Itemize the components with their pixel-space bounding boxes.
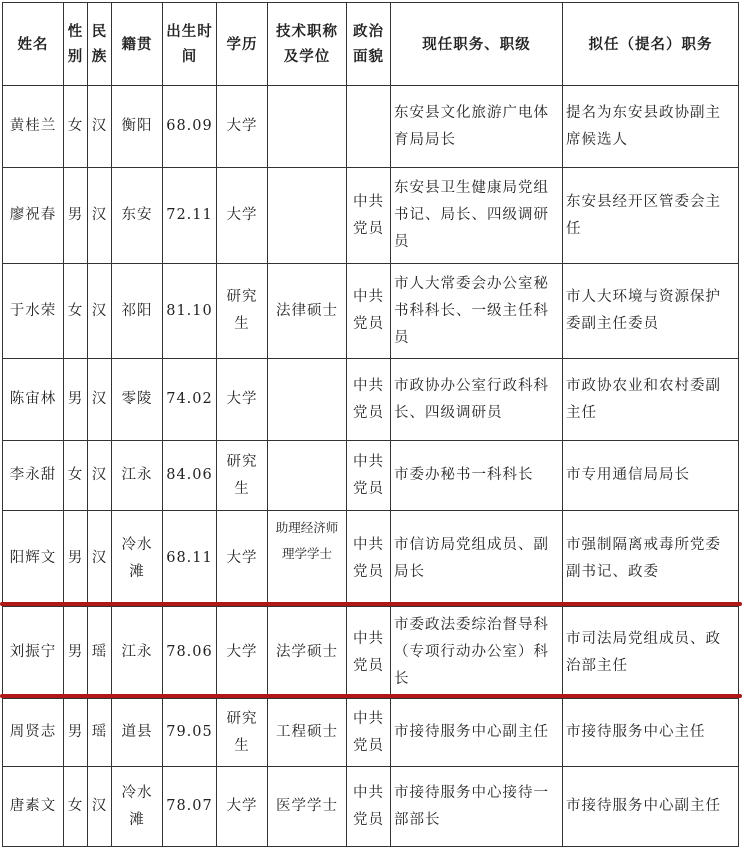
cell-hometown: 祁阳 (112, 264, 163, 359)
cell-ethnicity: 瑶 (88, 699, 112, 767)
cell-ethnicity: 汉 (88, 264, 112, 359)
cell-political: 中共党员 (347, 359, 391, 441)
cell-education: 大学 (217, 767, 268, 847)
cell-name: 阳辉文 (3, 511, 64, 607)
header-education: 学历 (217, 3, 268, 86)
cell-political (347, 86, 391, 168)
header-gender: 性别 (64, 3, 88, 86)
cell-current-post: 市信访局党组成员、副局长 (391, 511, 563, 607)
cell-gender: 男 (64, 359, 88, 441)
cell-ethnicity: 瑶 (88, 607, 112, 699)
cell-hometown: 衡阳 (112, 86, 163, 168)
cell-proposed-post: 市接待服务中心主任 (563, 699, 739, 767)
header-birth: 出生时间 (163, 3, 217, 86)
cell-hometown: 冷水滩 (112, 767, 163, 847)
cell-proposed-post: 市专用通信局局长 (563, 441, 739, 511)
cadre-table-wrapper (2, 2, 738, 847)
table-row (3, 264, 739, 359)
cell-current-post: 市人大常委会办公室秘书科科长、一级主任科员 (391, 264, 563, 359)
table-row (3, 767, 739, 847)
cell-current-post: 东安县文化旅游广电体育局局长 (391, 86, 563, 168)
cell-education: 大学 (217, 607, 268, 699)
table-row (3, 441, 739, 511)
header-row (3, 3, 739, 86)
cell-education: 大学 (217, 168, 268, 264)
cell-hometown: 江永 (112, 607, 163, 699)
cell-proposed-post: 市人大环境与资源保护委副主任委员 (563, 264, 739, 359)
cell-title-degree: 法学硕士 (268, 607, 347, 699)
cell-political: 中共党员 (347, 168, 391, 264)
cell-name: 于水荣 (3, 264, 64, 359)
cell-current-post: 市委政法委综治督导科（专项行动办公室）科长 (391, 607, 563, 699)
table-row (3, 699, 739, 767)
highlight-line-top (0, 602, 742, 606)
table-row (3, 86, 739, 168)
cell-hometown: 道县 (112, 699, 163, 767)
table-row (3, 511, 739, 607)
cell-ethnicity: 汉 (88, 511, 112, 607)
cell-hometown: 冷水滩 (112, 511, 163, 607)
cell-ethnicity: 汉 (88, 168, 112, 264)
cell-hometown: 东安 (112, 168, 163, 264)
cell-title-degree: 医学学士 (268, 767, 347, 847)
cell-name: 廖祝春 (3, 168, 64, 264)
cell-education: 研究生 (217, 441, 268, 511)
cell-political: 中共党员 (347, 511, 391, 607)
cell-proposed-post: 市政协农业和农村委副主任 (563, 359, 739, 441)
cell-birth: 74.02 (163, 359, 217, 441)
cell-title-degree (268, 441, 347, 511)
cell-ethnicity: 汉 (88, 441, 112, 511)
cell-education: 大学 (217, 359, 268, 441)
cell-education: 大学 (217, 511, 268, 607)
header-name: 姓名 (3, 3, 64, 86)
cell-birth: 68.11 (163, 511, 217, 607)
cell-gender: 女 (64, 767, 88, 847)
cell-education: 研究生 (217, 264, 268, 359)
header-current-post: 现任职务、职级 (391, 3, 563, 86)
header-title-degree: 技术职称及学位 (268, 3, 347, 86)
cell-political: 中共党员 (347, 441, 391, 511)
cell-name: 唐素文 (3, 767, 64, 847)
table-row (3, 359, 739, 441)
cadre-appointment-table (2, 2, 739, 847)
cell-proposed-post: 市接待服务中心副主任 (563, 767, 739, 847)
cell-name: 周贤志 (3, 699, 64, 767)
cell-education: 研究生 (217, 699, 268, 767)
cell-gender: 女 (64, 86, 88, 168)
cell-proposed-post: 提名为东安县政协副主席候选人 (563, 86, 739, 168)
cell-name: 陈宙林 (3, 359, 64, 441)
cell-title-degree (268, 359, 347, 441)
cell-birth: 72.11 (163, 168, 217, 264)
cell-title-degree (268, 86, 347, 168)
cell-proposed-post: 东安县经开区管委会主任 (563, 168, 739, 264)
cell-birth: 68.09 (163, 86, 217, 168)
cell-gender: 男 (64, 511, 88, 607)
header-hometown: 籍贯 (112, 3, 163, 86)
cell-gender: 男 (64, 607, 88, 699)
cell-title-degree: 法律硕士 (268, 264, 347, 359)
cell-birth: 78.07 (163, 767, 217, 847)
cell-political: 中共党员 (347, 264, 391, 359)
cell-political: 中共党员 (347, 767, 391, 847)
cell-gender: 男 (64, 168, 88, 264)
cell-ethnicity: 汉 (88, 767, 112, 847)
cell-proposed-post: 市强制隔离戒毒所党委副书记、政委 (563, 511, 739, 607)
cell-name: 刘振宁 (3, 607, 64, 699)
cell-gender: 女 (64, 264, 88, 359)
cell-birth: 79.05 (163, 699, 217, 767)
cell-gender: 女 (64, 441, 88, 511)
cell-name: 黄桂兰 (3, 86, 64, 168)
cell-gender: 男 (64, 699, 88, 767)
cell-political: 中共党员 (347, 607, 391, 699)
highlight-line-bottom (0, 694, 742, 698)
table-row (3, 168, 739, 264)
header-ethnicity: 民族 (88, 3, 112, 86)
cell-current-post: 市接待服务中心接待一部部长 (391, 767, 563, 847)
cell-hometown: 江永 (112, 441, 163, 511)
cell-hometown: 零陵 (112, 359, 163, 441)
cell-ethnicity: 汉 (88, 359, 112, 441)
cell-current-post: 市接待服务中心副主任 (391, 699, 563, 767)
cell-ethnicity: 汉 (88, 86, 112, 168)
cell-political: 中共党员 (347, 699, 391, 767)
cell-title-degree (268, 168, 347, 264)
cell-title-degree: 工程硕士 (268, 699, 347, 767)
cell-proposed-post: 市司法局党组成员、政治部主任 (563, 607, 739, 699)
header-proposed-post: 拟任（提名）职务 (563, 3, 739, 86)
cell-current-post: 东安县卫生健康局党组书记、局长、四级调研员 (391, 168, 563, 264)
cell-current-post: 市政协办公室行政科科长、四级调研员 (391, 359, 563, 441)
cell-birth: 81.10 (163, 264, 217, 359)
cell-birth: 84.06 (163, 441, 217, 511)
table-row (3, 607, 739, 699)
cell-name: 李永甜 (3, 441, 64, 511)
cell-birth: 78.06 (163, 607, 217, 699)
header-political: 政治面貌 (347, 3, 391, 86)
cell-title-degree: 助理经济师理学学士 (268, 511, 347, 607)
cell-current-post: 市委办秘书一科科长 (391, 441, 563, 511)
cell-education: 大学 (217, 86, 268, 168)
